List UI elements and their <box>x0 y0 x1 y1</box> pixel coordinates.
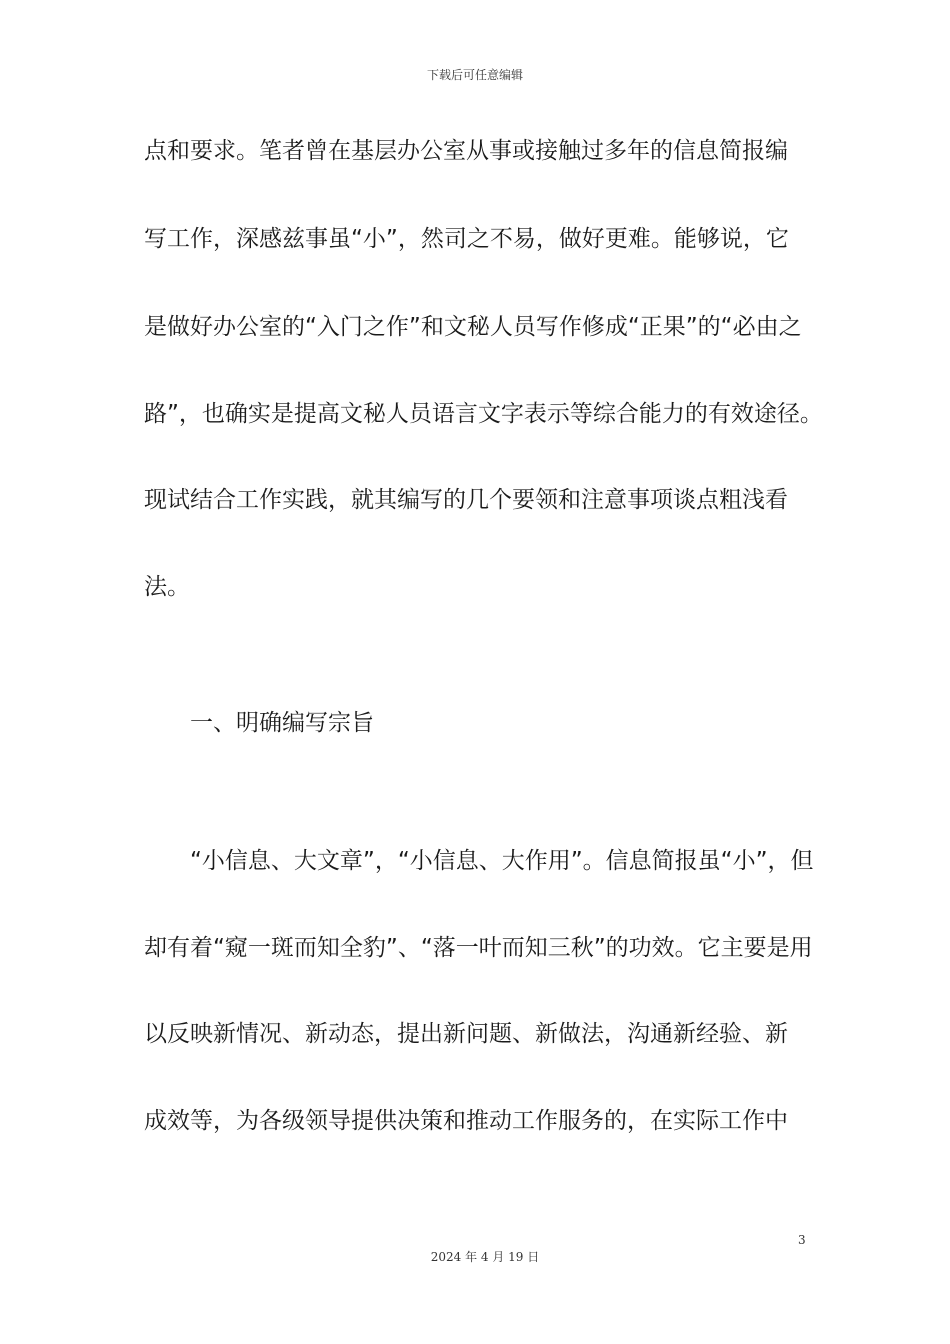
page-header: 下载后可任意编辑 <box>426 68 523 82</box>
section-heading: 一、明确编写宗旨 <box>190 710 374 736</box>
footer-date: 2024 年 4 月 19 日 <box>430 1250 540 1264</box>
para2-line-3: 以反映新情况、新动态，提出新问题、新做法，沟通新经验、新 <box>144 1021 788 1047</box>
body-line-2: 写工作，深感兹事虽“小”，然司之不易，做好更难。能够说，它 <box>144 226 789 252</box>
para2-line-4: 成效等，为各级领导提供决策和推动工作服务的，在实际工作中 <box>144 1108 788 1134</box>
body-line-3: 是做好办公室的“入门之作”和文秘人员写作修成“正果”的“必由之 <box>144 314 802 340</box>
para2-line-1: “小信息、大文章”，“小信息、大作用”。信息简报虽“小”，但 <box>190 848 814 874</box>
para2-line-2: 却有着“窥一斑而知全豹”、“落一叶而知三秋”的功效。它主要是用 <box>144 935 813 961</box>
body-line-1: 点和要求。笔者曾在基层办公室从事或接触过多年的信息简报编 <box>144 138 788 164</box>
body-line-6: 法。 <box>144 574 190 600</box>
body-line-5: 现试结合工作实践，就其编写的几个要领和注意事项谈点粗浅看 <box>144 487 788 513</box>
body-line-4: 路”，也确实是提高文秘人员语言文字表示等综合能力的有效途径。 <box>144 401 823 427</box>
page-number: 3 <box>798 1233 806 1247</box>
